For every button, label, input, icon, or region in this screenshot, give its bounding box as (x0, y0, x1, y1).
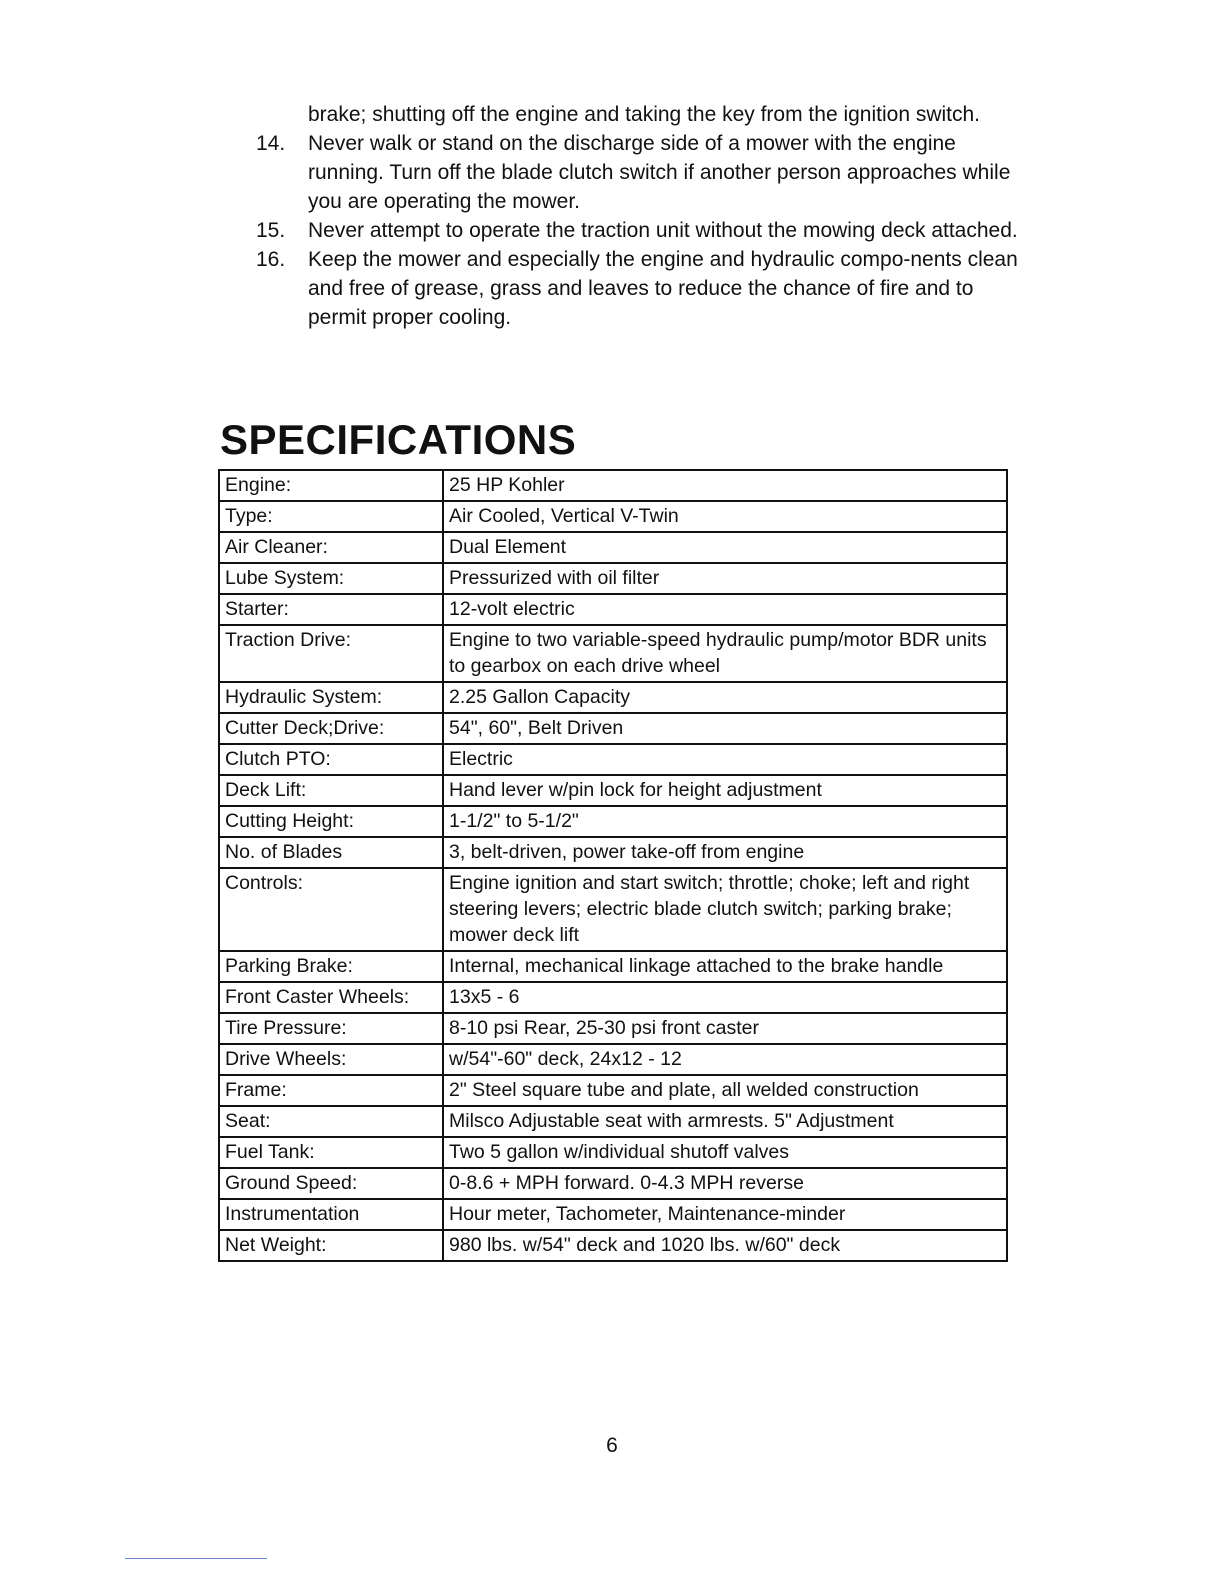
spec-value: Pressurized with oil filter (443, 563, 1007, 594)
spec-value: 12-volt electric (443, 594, 1007, 625)
spec-label: Engine: (219, 470, 443, 501)
footer-divider (125, 1558, 267, 1559)
table-row (219, 594, 1007, 625)
spec-value: 3, belt-driven, power take-off from engine (443, 837, 1007, 868)
table-row (219, 682, 1007, 713)
table-row (219, 470, 1007, 501)
spec-label: Cutter Deck;Drive: (219, 713, 443, 744)
spec-label: Starter: (219, 594, 443, 625)
table-row (219, 563, 1007, 594)
spec-value: Electric (443, 744, 1007, 775)
spec-label: Type: (219, 501, 443, 532)
spec-value: 54", 60", Belt Driven (443, 713, 1007, 744)
list-item-number: 16. (256, 248, 286, 271)
list-item-continuation (250, 100, 1020, 129)
table-row (219, 1044, 1007, 1075)
table-row (219, 868, 1007, 951)
spec-value: Internal, mechanical linkage attached to the brake handle (443, 951, 1007, 982)
spec-label: Tire Pressure: (219, 1013, 443, 1044)
list-item-text: Never walk or stand on the discharge side of a mower with the engine running. Turn off the blade clutch switch if another person approaches while you are operating the mower. (308, 132, 1011, 213)
table-row (219, 1230, 1007, 1261)
safety-list (250, 100, 1020, 332)
table-row (219, 1137, 1007, 1168)
spec-label: Hydraulic System: (219, 682, 443, 713)
spec-value: 25 HP Kohler (443, 470, 1007, 501)
list-item-number: 14. (256, 132, 286, 155)
section-heading: SPECIFICATIONS (220, 416, 577, 463)
table-row (219, 951, 1007, 982)
spec-value: 2.25 Gallon Capacity (443, 682, 1007, 713)
table-row (219, 1168, 1007, 1199)
table-row (219, 1199, 1007, 1230)
spec-value: Milsco Adjustable seat with armrests. 5" Adjustment (443, 1106, 1007, 1137)
spec-label: Cutting Height: (219, 806, 443, 837)
list-item (250, 129, 1020, 216)
table-row (219, 837, 1007, 868)
table-row (219, 982, 1007, 1013)
spec-value: Hand lever w/pin lock for height adjustment (443, 775, 1007, 806)
spec-value: 980 lbs. w/54" deck and 1020 lbs. w/60" deck (443, 1230, 1007, 1261)
spec-label: Instrumentation (219, 1199, 443, 1230)
spec-label: Parking Brake: (219, 951, 443, 982)
spec-value: Dual Element (443, 532, 1007, 563)
table-row (219, 713, 1007, 744)
spec-value: Engine ignition and start switch; throttle; choke; left and right steering levers; electric blade clutch switch; parking brake; mower deck lift (443, 868, 1007, 951)
spec-label: No. of Blades (219, 837, 443, 868)
spec-label: Controls: (219, 868, 443, 951)
spec-value: 13x5 - 6 (443, 982, 1007, 1013)
spec-label: Front Caster Wheels: (219, 982, 443, 1013)
page-number: 6 (606, 1434, 618, 1457)
table-row (219, 744, 1007, 775)
spec-label: Traction Drive: (219, 625, 443, 682)
spec-label: Air Cleaner: (219, 532, 443, 563)
list-item-text: Keep the mower and especially the engine and hydraulic compo-nents clean and free of grease, grass and leaves to reduce the chance of fire and to permit proper cooling. (308, 248, 1018, 329)
table-row (219, 775, 1007, 806)
list-item (250, 245, 1020, 332)
specifications-table (218, 469, 1008, 1262)
spec-label: Fuel Tank: (219, 1137, 443, 1168)
spec-label: Net Weight: (219, 1230, 443, 1261)
spec-value: 2" Steel square tube and plate, all welded construction (443, 1075, 1007, 1106)
spec-value: 0-8.6 + MPH forward. 0-4.3 MPH reverse (443, 1168, 1007, 1199)
spec-label: Ground Speed: (219, 1168, 443, 1199)
list-item (250, 216, 1020, 245)
table-row (219, 806, 1007, 837)
spec-value: Hour meter, Tachometer, Maintenance-minder (443, 1199, 1007, 1230)
spec-label: Lube System: (219, 563, 443, 594)
spec-label: Frame: (219, 1075, 443, 1106)
spec-value: Two 5 gallon w/individual shutoff valves (443, 1137, 1007, 1168)
spec-label: Clutch PTO: (219, 744, 443, 775)
table-row (219, 501, 1007, 532)
list-item-number: 15. (256, 219, 286, 242)
table-row (219, 1075, 1007, 1106)
spec-value: Engine to two variable-speed hydraulic pump/motor BDR units to gearbox on each drive wheel (443, 625, 1007, 682)
table-row (219, 1013, 1007, 1044)
spec-label: Drive Wheels: (219, 1044, 443, 1075)
list-item-text: brake; shutting off the engine and taking the key from the ignition switch. (308, 103, 981, 126)
table-row (219, 1106, 1007, 1137)
table-row (219, 625, 1007, 682)
spec-label: Deck Lift: (219, 775, 443, 806)
spec-label: Seat: (219, 1106, 443, 1137)
list-item-text: Never attempt to operate the traction unit without the mowing deck attached. (308, 219, 1018, 242)
spec-value: w/54"-60" deck, 24x12 - 12 (443, 1044, 1007, 1075)
spec-value: Air Cooled, Vertical V-Twin (443, 501, 1007, 532)
spec-value: 1-1/2" to 5-1/2" (443, 806, 1007, 837)
table-row (219, 532, 1007, 563)
spec-value: 8-10 psi Rear, 25-30 psi front caster (443, 1013, 1007, 1044)
